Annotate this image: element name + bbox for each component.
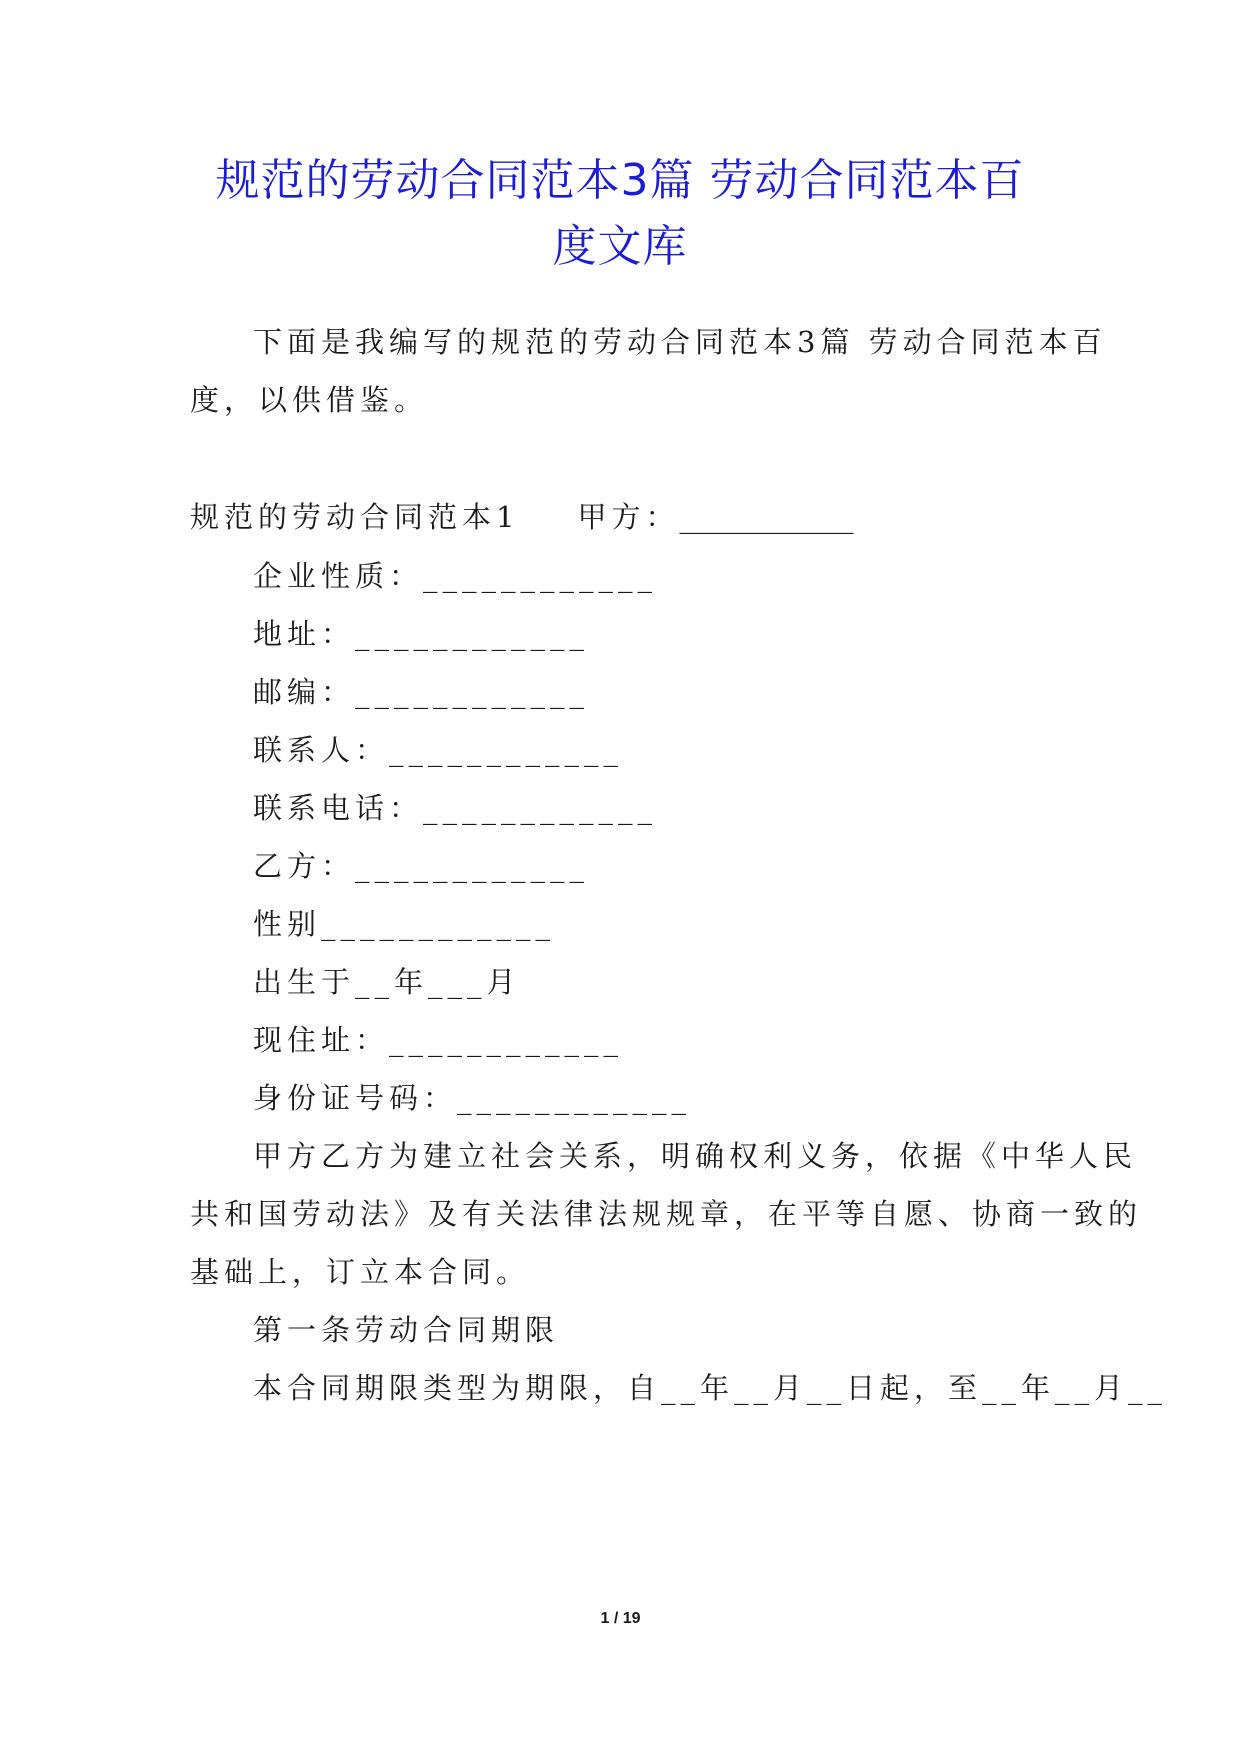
party-a-blank: ____________	[679, 500, 854, 534]
page-indicator: 1 / 19	[600, 1610, 641, 1627]
field-current-address: 现住址：____________	[253, 1023, 624, 1057]
party-a-label: 甲方：	[577, 500, 680, 534]
paragraph-line2: 共和国劳动法》及有关法律法规规章，在平等自愿、协商一致的	[190, 1197, 1143, 1231]
article1-heading: 第一条劳动合同期限	[253, 1313, 560, 1347]
field-company-nature: 企业性质：____________	[253, 559, 658, 593]
paragraph-line3: 基础上，订立本合同。	[190, 1255, 531, 1289]
field-party-b: 乙方：____________	[253, 849, 590, 883]
document-title	[150, 148, 1090, 280]
paragraph-line1: 甲方乙方为建立社会关系，明确权利义务，依据《中华人民	[253, 1139, 1138, 1173]
section1-heading: 规范的劳动合同范本1	[190, 500, 520, 534]
field-contact-person: 联系人：____________	[253, 733, 624, 767]
field-birth-date: 出生于__年___月	[253, 965, 521, 999]
field-address: 地址：____________	[253, 617, 590, 651]
field-id-number: 身份证号码：____________	[253, 1081, 692, 1115]
document-title-line2: 度文库	[552, 221, 688, 272]
field-postcode: 邮编：____________	[253, 675, 590, 709]
intro-line2: 度，以供借鉴。	[190, 383, 429, 417]
article1-line1: 本合同期限类型为期限，自__年__月__日起，至__年__月__	[253, 1371, 1168, 1405]
field-contact-phone: 联系电话：____________	[253, 791, 658, 825]
section1-heading-line	[190, 495, 1050, 536]
intro-line1: 下面是我编写的规范的劳动合同范本3篇 劳动合同范本百	[253, 325, 1107, 359]
field-gender: 性别____________	[253, 907, 556, 941]
document-title-line1: 规范的劳动合同范本3篇 劳动合同范本百	[215, 155, 1025, 206]
